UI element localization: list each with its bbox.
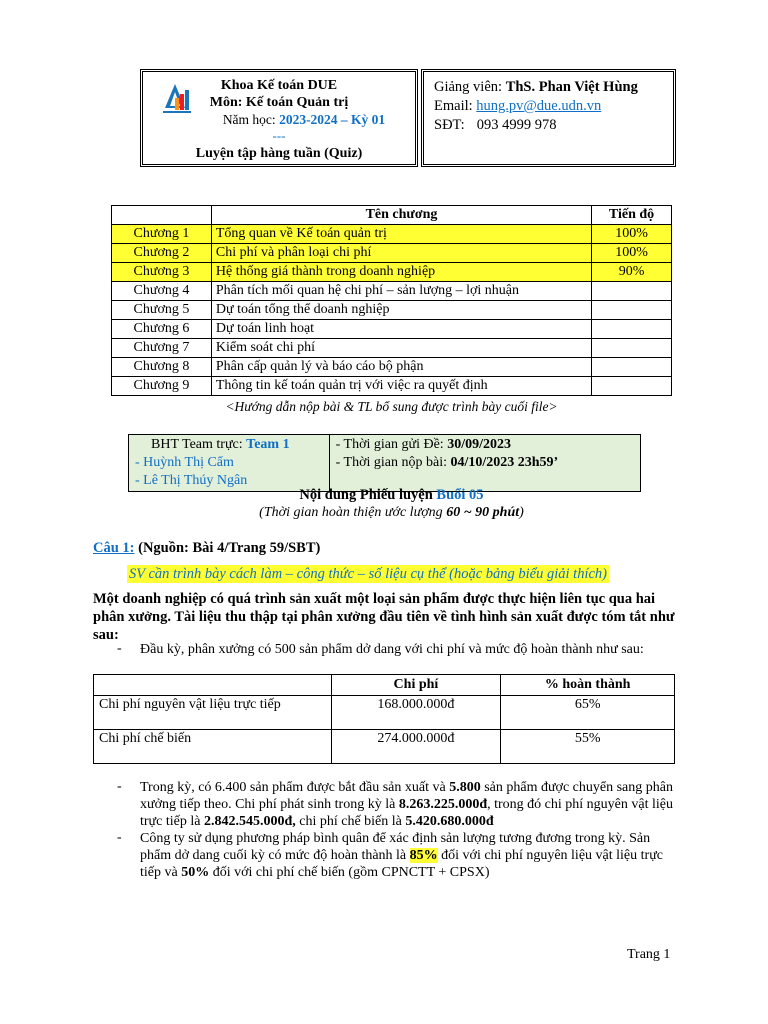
chapter-progress: [592, 320, 672, 339]
chapter-progress: [592, 377, 672, 396]
header-right-box: [421, 69, 676, 167]
chapter-progress: [592, 282, 672, 301]
chapter-number: Chương 8: [112, 358, 212, 377]
chapter-row: [112, 320, 672, 339]
content-title: Nội dung Phiếu luyện: [299, 487, 437, 503]
bullet-mark: -: [117, 830, 122, 845]
chapter-name: Chi phí và phân loại chi phí: [211, 244, 591, 263]
chapter-row: [112, 225, 672, 244]
chapter-row: [112, 282, 672, 301]
chapter-progress: 100%: [592, 244, 672, 263]
chapter-number: Chương 2: [112, 244, 212, 263]
school-year-label: Năm học:: [222, 112, 280, 127]
question-intro: Một doanh nghiệp có quá trình sản xuất một loại sản phẩm được thực hiện liên tục qua hai phân xưởng. Tài liệu thu thập tại phân xưởng đầu tiên về tình hình sản xuất được tóm tắt như sau:: [93, 591, 675, 643]
chapter-name: Dự toán linh hoạt: [211, 320, 591, 339]
session-label: Buổi 05: [436, 487, 484, 503]
submission-note: <Hướng dẫn nộp bài & TL bổ sung được trình bày cuối file>: [225, 399, 558, 414]
subject-name: Môn: Kế toán Quản trị: [209, 95, 349, 110]
lecturer-name: ThS. Phan Việt Hùng: [505, 79, 638, 95]
bullet-period-production: Trong kỳ, có 6.400 sản phẩm được bắt đầu sản xuất và 5.800 sản phẩm được chuyển sang phân xưởng tiếp theo. Chi phí phát sinh trong kỳ là 8.263.225.000đ, trong đó chi phí nguyên vật liệu trực tiếp là 2.842.545.000đ, chi phí chế biến là 5.420.680.000đ: [140, 780, 673, 829]
question-label: Câu 1:: [93, 540, 135, 556]
bullet-opening: Đầu kỳ, phân xưởng có 500 sản phẩm dở dang với chi phí và mức độ hoàn thành như sau:: [140, 642, 644, 657]
header-separator: ---: [272, 128, 286, 143]
chapter-table: [111, 205, 672, 396]
team-name: Team 1: [246, 437, 290, 452]
chapter-number: Chương 3: [112, 263, 212, 282]
chapter-progress: [592, 301, 672, 320]
chapter-progress: 100%: [592, 225, 672, 244]
bullet-mark: -: [117, 641, 122, 656]
submit-date: 04/10/2023 23h59’: [450, 455, 559, 470]
phone-number: 093 4999 978: [476, 117, 557, 133]
cost-table: [93, 674, 675, 764]
chapter-row: [112, 263, 672, 282]
team-cell: [129, 435, 330, 492]
col-progress: Tiến độ: [592, 206, 672, 225]
col-cost: Chi phí: [331, 675, 501, 696]
email-link[interactable]: hung.pv@due.udn.vn: [476, 98, 602, 114]
chapter-name: Kiểm soát chi phí: [211, 339, 591, 358]
chapter-progress: 90%: [592, 263, 672, 282]
cost-item-name: Chi phí chế biến: [94, 730, 332, 764]
cost-item-name: Chi phí nguyên vật liệu trực tiếp: [94, 696, 332, 730]
cost-row: [94, 696, 675, 730]
chapter-row: [112, 244, 672, 263]
time-estimate-prefix: (Thời gian hoàn thiện ước lượng: [259, 505, 447, 520]
page-number: Trang 1: [627, 947, 671, 962]
bullet-mark: -: [117, 779, 122, 794]
time-estimate-suffix: ): [519, 505, 524, 520]
phone-label: SĐT:: [434, 117, 465, 133]
question-source: (Nguồn: Bài 4/Trang 59/SBT): [134, 540, 321, 556]
chapter-number: Chương 6: [112, 320, 212, 339]
chapter-number: Chương 4: [112, 282, 212, 301]
col-completion: % hoàn thành: [501, 675, 675, 696]
completion-percent: 55%: [501, 730, 675, 764]
chapter-number: Chương 7: [112, 339, 212, 358]
completion-percent: 65%: [501, 696, 675, 730]
cost-row: [94, 730, 675, 764]
team-member: - Huỳnh Thị Cẩm: [135, 455, 234, 470]
chapter-number: Chương 5: [112, 301, 212, 320]
send-date: 30/09/2023: [447, 437, 511, 452]
chapter-table-header: [112, 206, 672, 225]
chapter-number: Chương 9: [112, 377, 212, 396]
cost-amount: 168.000.000đ: [331, 696, 501, 730]
team-table: [128, 434, 641, 492]
faculty-name: Khoa Kế toán DUE: [220, 78, 338, 93]
chapter-name: Phân tích mối quan hệ chi phí – sản lượng – lợi nhuận: [211, 282, 591, 301]
time-estimate-value: 60 ~ 90 phút: [446, 505, 520, 520]
chapter-progress: [592, 339, 672, 358]
chapter-row: [112, 301, 672, 320]
chapter-name: Dự toán tổng thể doanh nghiệp: [211, 301, 591, 320]
submit-label: - Thời gian nộp bài:: [335, 455, 451, 470]
chapter-name: Phân cấp quản lý và báo cáo bộ phận: [211, 358, 591, 377]
question-instruction: SV cần trình bày cách làm – công thức – số liệu cụ thể (hoặc bảng biểu giải thích): [129, 566, 607, 582]
team-label: BHT Team trực:: [151, 437, 247, 452]
chapter-row: [112, 377, 672, 396]
cost-amount: 274.000.000đ: [331, 730, 501, 764]
cost-table-header: [94, 675, 675, 696]
chapter-name: Hệ thống giá thành trong doanh nghiệp: [211, 263, 591, 282]
chapter-row: [112, 339, 672, 358]
team-member: - Lê Thị Thúy Ngân: [135, 473, 248, 488]
lecturer-label: Giảng viên:: [434, 79, 506, 95]
header-left-box: [140, 69, 418, 167]
school-year-value: 2023-2024 – Kỳ 01: [279, 112, 386, 127]
col-chapter-name: Tên chương: [211, 206, 591, 225]
chapter-row: [112, 358, 672, 377]
email-label: Email:: [434, 98, 477, 114]
chapter-progress: [592, 358, 672, 377]
chapter-number: Chương 1: [112, 225, 212, 244]
bullet-method: Công ty sử dụng phương pháp bình quân để xác định sản lượng tương đương trong kỳ. Sản phẩm dở dang cuối kỳ có mức độ hoàn thành là 85% đối với chi phí nguyên liệu vật liệu trực tiếp và 50% đối với chi phí chế biến (gồm CPNCTT + CPSX): [140, 831, 663, 880]
chapter-name: Thông tin kế toán quản trị với việc ra quyết định: [211, 377, 591, 396]
send-label: - Thời gian gửi Đề:: [335, 437, 448, 452]
quiz-title: Luyện tập hàng tuần (Quiz): [195, 146, 363, 161]
schedule-cell: [329, 435, 640, 492]
chapter-name: Tổng quan về Kế toán quản trị: [211, 225, 591, 244]
